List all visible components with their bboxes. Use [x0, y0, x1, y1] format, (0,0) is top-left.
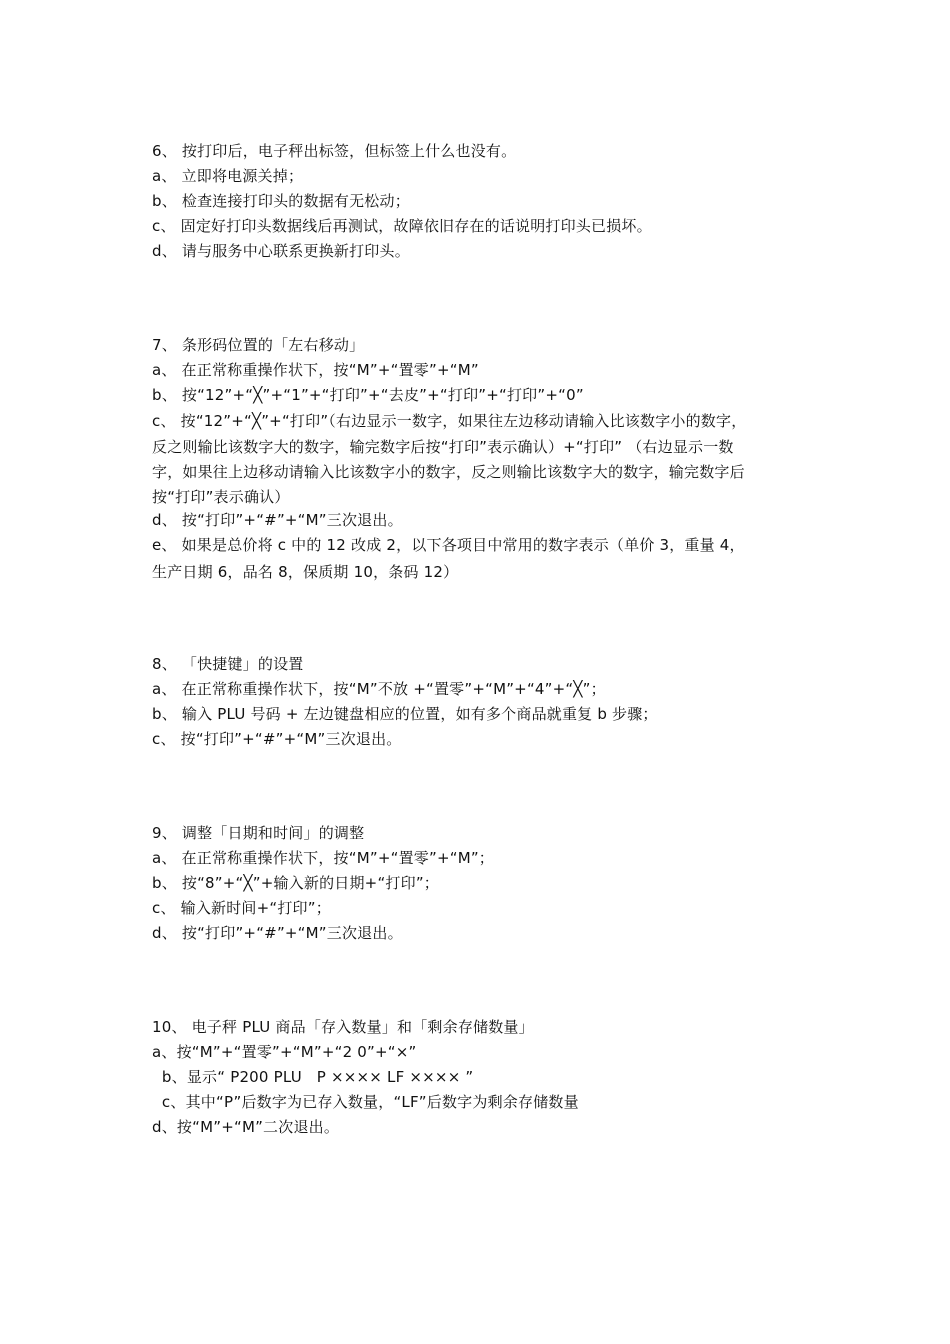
section-7-line-c2: 反之则输比该数字大的数字，输完数字后按“打印”表示确认）+“打印” （右边显示一数 [152, 438, 734, 456]
section-7-line-b: b、 按“12”+“╳”+“1”+“打印”+“去皮”+“打印”+“打印”+“0” [152, 386, 584, 404]
section-7-line-c1: c、 按“12”+“╳”+“打印”（右边显示一数字，如果往左边移动请输入比该数字小的数字， [152, 412, 747, 430]
section-10-line-b: b、显示“ P200 PLU P ×××× LF ×××× ” [152, 1068, 474, 1086]
section-7-line-e1: e、 如果是总价将 c 中的 12 改成 2，以下各项目中常用的数字表示（单价 3，重量 4， [152, 536, 745, 554]
section-8-line-a: a、 在正常称重操作状下，按“M”不放 +“置零”+“M”+“4”+“╳”； [152, 680, 606, 698]
section-6-line-b: b、 检查连接打印头的数据有无松动； [152, 192, 410, 210]
section-9-line-a: a、 在正常称重操作状下，按“M”+“置零”+“M”； [152, 849, 495, 867]
section-7-line-e2: 生产日期 6，品名 8，保质期 10，条码 12） [152, 563, 459, 581]
section-7-line-d: d、 按“打印”+“#”+“M”三次退出。 [152, 511, 403, 529]
section-6-heading: 6、 按打印后，电子秤出标签，但标签上什么也没有。 [152, 142, 517, 160]
section-8-line-b: b、 输入 PLU 号码 + 左边键盘相应的位置，如有多个商品就重复 b 步骤； [152, 705, 658, 723]
section-10-heading: 10、 电子秤 PLU 商品「存入数量」和「剩余存储数量」 [152, 1018, 534, 1036]
section-7-line-a: a、 在正常称重操作状下，按“M”+“置零”+“M” [152, 361, 479, 379]
section-9-line-b: b、 按“8”+“╳”+输入新的日期+“打印”； [152, 874, 439, 892]
section-7-line-c3: 字，如果往上边移动请输入比该数字小的数字，反之则输比该数字大的数字，输完数字后 [152, 463, 745, 481]
section-9-line-c: c、 输入新时间+“打印”； [152, 899, 331, 917]
section-7-heading: 7、 条形码位置的「左右移动」 [152, 336, 365, 354]
section-6-line-c: c、 固定好打印头数据线后再测试，故障依旧存在的话说明打印头已损坏。 [152, 217, 652, 235]
section-6-line-a: a、 立即将电源关掉； [152, 167, 304, 185]
section-7-line-c4: 按“打印”表示确认） [152, 488, 290, 506]
section-10-line-c: c、其中“P”后数字为已存入数量，“LF”后数字为剩余存储数量 [152, 1093, 579, 1111]
section-8-heading: 8、 「快捷键」的设置 [152, 655, 304, 673]
section-10-line-d: d、按“M”+“M”二次退出。 [152, 1118, 340, 1136]
section-8-line-c: c、 按“打印”+“#”+“M”三次退出。 [152, 730, 402, 748]
section-6-line-d: d、 请与服务中心联系更换新打印头。 [152, 242, 410, 260]
section-9-heading: 9、 调整「日期和时间」的调整 [152, 824, 365, 842]
section-9-line-d: d、 按“打印”+“#”+“M”三次退出。 [152, 924, 403, 942]
section-10-line-a: a、按“M”+“置零”+“M”+“2 0”+“×” [152, 1043, 417, 1061]
